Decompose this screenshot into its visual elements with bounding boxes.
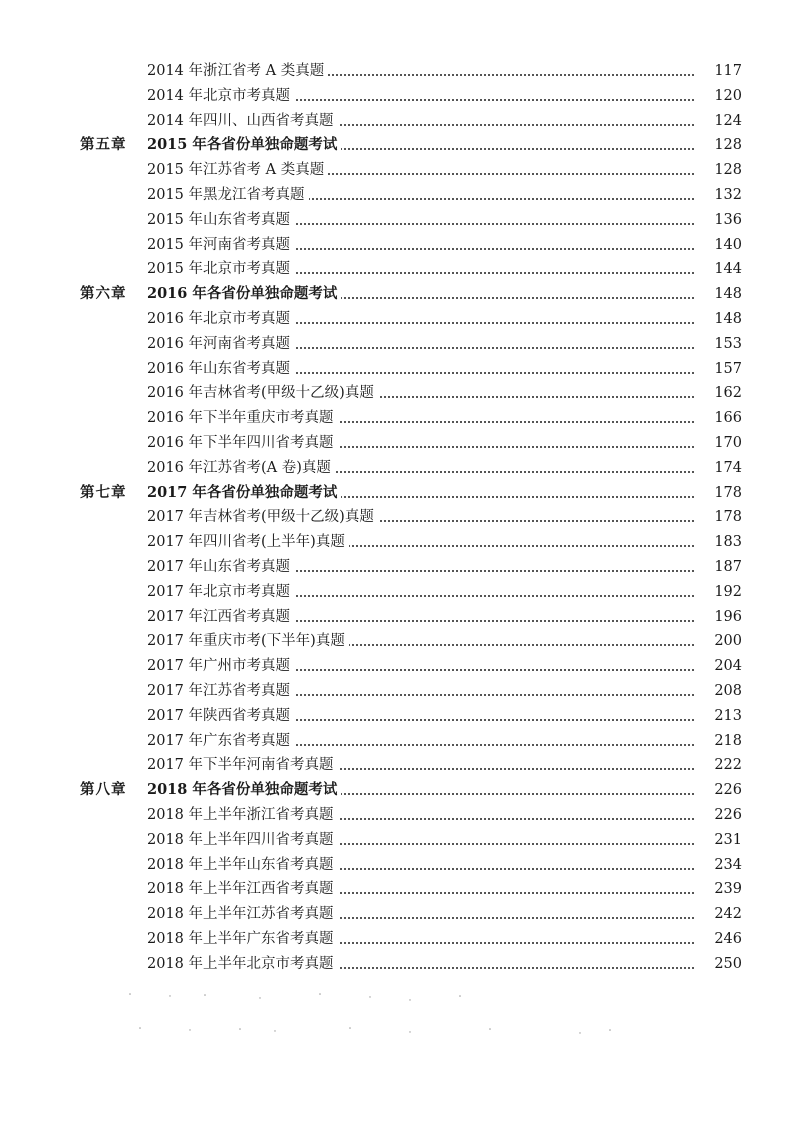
entry-title: 2018 年上半年四川省考真题: [147, 828, 338, 853]
entry-title: 2018 年上半年广东省考真题: [147, 927, 338, 952]
page-number: 148: [694, 282, 742, 307]
page-number: 226: [694, 803, 742, 828]
toc-chapter-row[interactable]: [0, 282, 800, 307]
entry-title: 2017 年各省份单独命题考试: [147, 481, 341, 506]
entry-title: 2014 年浙江省考 A 类真题: [147, 59, 328, 84]
entry-title: 2018 年上半年浙江省考真题: [147, 803, 338, 828]
toc-entry-row[interactable]: [0, 183, 800, 208]
entry-title: 2017 年重庆市考(下半年)真题: [147, 629, 349, 654]
toc-entry-row[interactable]: [0, 927, 800, 952]
entry-title: 2016 年吉林省考(甲级十乙级)真题: [147, 381, 378, 406]
entry-title: 2017 年吉林省考(甲级十乙级)真题: [147, 505, 378, 530]
toc-entry-row[interactable]: [0, 406, 800, 431]
page-number: 239: [694, 877, 742, 902]
page-number: 170: [694, 431, 742, 456]
page-number: 140: [694, 233, 742, 258]
toc-entry-row[interactable]: [0, 208, 800, 233]
page-number: 128: [694, 158, 742, 183]
page-number: 157: [694, 357, 742, 382]
toc-entry-row[interactable]: [0, 803, 800, 828]
entry-title: 2015 年河南省考真题: [147, 233, 294, 258]
entry-title: 2015 年北京市考真题: [147, 257, 294, 282]
page-number: 120: [694, 84, 742, 109]
toc-entry-row[interactable]: [0, 555, 800, 580]
entry-title: 2017 年四川省考(上半年)真题: [147, 530, 349, 555]
page-number: 124: [694, 109, 742, 134]
chapter-label: 第七章: [80, 483, 127, 501]
entry-title: 2017 年北京市考真题: [147, 580, 294, 605]
entry-title: 2015 年山东省考真题: [147, 208, 294, 233]
page-number: 183: [694, 530, 742, 555]
chapter-label: 第八章: [80, 781, 127, 799]
entry-title: 2016 年各省份单独命题考试: [147, 282, 341, 307]
toc-entry-row[interactable]: [0, 233, 800, 258]
toc-entry-row[interactable]: [0, 109, 800, 134]
entry-title: 2017 年广州市考真题: [147, 654, 294, 679]
entry-title: 2016 年下半年四川省考真题: [147, 431, 338, 456]
page-number: 196: [694, 605, 742, 630]
toc-entry-row[interactable]: [0, 877, 800, 902]
page-number: 231: [694, 828, 742, 853]
page-number: 204: [694, 654, 742, 679]
entry-title: 2015 年江苏省考 A 类真题: [147, 158, 328, 183]
toc-entry-row[interactable]: [0, 952, 800, 977]
entry-title: 2016 年山东省考真题: [147, 357, 294, 382]
toc-chapter-row[interactable]: [0, 481, 800, 506]
page-number: 222: [694, 753, 742, 778]
entry-title: 2015 年黑龙江省考真题: [147, 183, 309, 208]
page-number: 246: [694, 927, 742, 952]
toc-entry-row[interactable]: [0, 332, 800, 357]
page-number: 136: [694, 208, 742, 233]
page-number: 213: [694, 704, 742, 729]
toc-entry-row[interactable]: [0, 257, 800, 282]
entry-title: 2017 年江苏省考真题: [147, 679, 294, 704]
table-of-contents: [0, 59, 800, 976]
entry-title: 2017 年山东省考真题: [147, 555, 294, 580]
page-number: 166: [694, 406, 742, 431]
entry-title: 2016 年北京市考真题: [147, 307, 294, 332]
entry-title: 2018 年上半年山东省考真题: [147, 853, 338, 878]
toc-chapter-row[interactable]: [0, 778, 800, 803]
page-number: 234: [694, 853, 742, 878]
page-number: 153: [694, 332, 742, 357]
toc-entry-row[interactable]: [0, 828, 800, 853]
entry-title: 2017 年江西省考真题: [147, 605, 294, 630]
chapter-label: 第六章: [80, 285, 127, 303]
toc-entry-row[interactable]: [0, 530, 800, 555]
chapter-label: 第五章: [80, 136, 127, 154]
page-number: 128: [694, 133, 742, 158]
toc-entry-row[interactable]: [0, 902, 800, 927]
entry-title: 2018 年上半年江苏省考真题: [147, 902, 338, 927]
entry-title: 2014 年北京市考真题: [147, 84, 294, 109]
entry-title: 2017 年下半年河南省考真题: [147, 753, 338, 778]
page-number: 242: [694, 902, 742, 927]
toc-entry-row[interactable]: [0, 580, 800, 605]
page-number: 187: [694, 555, 742, 580]
toc-entry-row[interactable]: [0, 431, 800, 456]
page-number: 208: [694, 679, 742, 704]
entry-title: 2015 年各省份单独命题考试: [147, 133, 341, 158]
toc-entry-row[interactable]: [0, 729, 800, 754]
toc-entry-row[interactable]: [0, 679, 800, 704]
entry-title: 2018 年各省份单独命题考试: [147, 778, 341, 803]
toc-entry-row[interactable]: [0, 629, 800, 654]
page-number: 200: [694, 629, 742, 654]
page-number: 144: [694, 257, 742, 282]
entry-title: 2014 年四川、山西省考真题: [147, 109, 338, 134]
entry-title: 2018 年上半年北京市考真题: [147, 952, 338, 977]
toc-entry-row[interactable]: [0, 59, 800, 84]
toc-entry-row[interactable]: [0, 158, 800, 183]
entry-title: 2018 年上半年江西省考真题: [147, 877, 338, 902]
toc-entry-row[interactable]: [0, 456, 800, 481]
toc-entry-row[interactable]: [0, 753, 800, 778]
toc-entry-row[interactable]: [0, 505, 800, 530]
page-number: 250: [694, 952, 742, 977]
page-number: 218: [694, 729, 742, 754]
entry-title: 2017 年陕西省考真题: [147, 704, 294, 729]
scan-noise-specks: [110, 990, 670, 1040]
toc-entry-row[interactable]: [0, 853, 800, 878]
toc-entry-row[interactable]: [0, 84, 800, 109]
toc-entry-row[interactable]: [0, 704, 800, 729]
page-number: 117: [694, 59, 742, 84]
entry-title: 2016 年河南省考真题: [147, 332, 294, 357]
entry-title: 2016 年江苏省考(A 卷)真题: [147, 456, 335, 481]
page-number: 226: [694, 778, 742, 803]
toc-entry-row[interactable]: [0, 307, 800, 332]
page-number: 162: [694, 381, 742, 406]
toc-entry-row[interactable]: [0, 357, 800, 382]
page-number: 192: [694, 580, 742, 605]
toc-entry-row[interactable]: [0, 654, 800, 679]
page-number: 148: [694, 307, 742, 332]
entry-title: 2017 年广东省考真题: [147, 729, 294, 754]
page-number: 178: [694, 505, 742, 530]
page-number: 178: [694, 481, 742, 506]
toc-chapter-row[interactable]: [0, 133, 800, 158]
page-number: 132: [694, 183, 742, 208]
toc-entry-row[interactable]: [0, 381, 800, 406]
page-number: 174: [694, 456, 742, 481]
entry-title: 2016 年下半年重庆市考真题: [147, 406, 338, 431]
toc-entry-row[interactable]: [0, 605, 800, 630]
